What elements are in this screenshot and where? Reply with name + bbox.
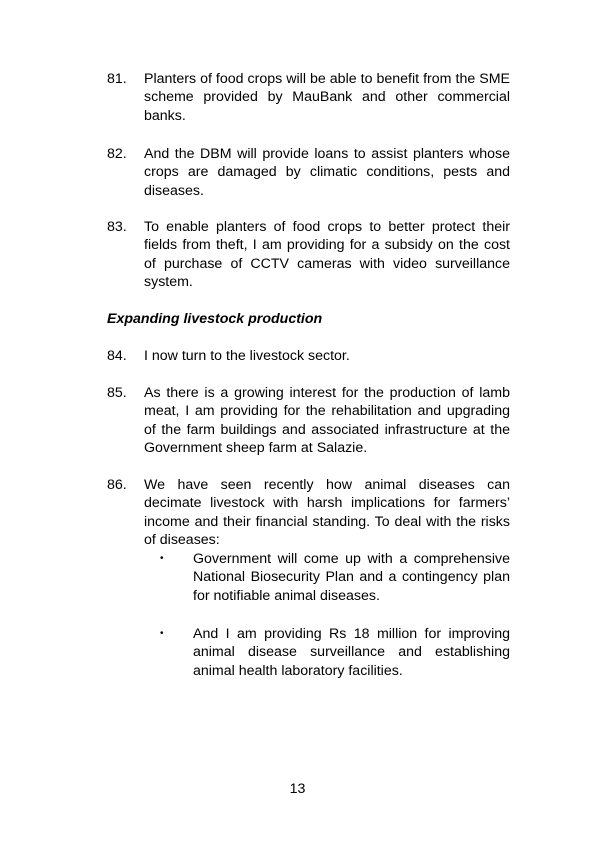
paragraph-number: 83. [107,219,127,235]
bullet-text: And I am providing Rs 18 million for improving animal disease surveillance and establishing animal health laboratory facilities. [193,626,510,679]
paragraph-text: I now turn to the livestock sector. [144,348,350,364]
paragraph-84 [107,347,510,365]
bullet-icon: • [160,628,164,639]
paragraph-number: 81. [107,71,127,87]
paragraph-number: 84. [107,348,127,364]
paragraph-number: 86. [107,477,127,493]
paragraph-85 [107,384,510,458]
paragraph-text: Planters of food crops will be able to benefit from the SME scheme provided by MauBank and other commercial banks. [144,71,510,124]
paragraph-81 [107,70,510,125]
page-number: 13 [289,781,306,797]
paragraph-text: As there is a growing interest for the production of lamb meat, I am providing for the rehabilitation and upgrading of the farm buildings and associated infrastructure at the Government sheep farm at Salazie. [144,385,510,457]
paragraph-86 [107,476,510,550]
bullet-text: Government will come up with a comprehensive National Biosecurity Plan and a contingency plan for notifiable animal diseases. [193,551,510,604]
paragraph-number: 82. [107,146,127,162]
section-heading: Expanding livestock production [107,311,323,327]
paragraph-text: We have seen recently how animal diseases can decimate livestock with harsh implications for farmers’ income and their financial standing. To deal with the risks of diseases: [144,477,510,549]
bullet-item [160,550,510,605]
paragraph-83 [107,218,510,292]
bullet-item [160,625,510,680]
bullet-icon: • [160,553,164,564]
paragraph-number: 85. [107,385,127,401]
paragraph-82 [107,145,510,200]
paragraph-text: To enable planters of food crops to better protect their fields from theft, I am providing for a subsidy on the cost of purchase of CCTV cameras with video surveillance system. [144,219,510,291]
paragraph-text: And the DBM will provide loans to assist planters whose crops are damaged by climatic conditions, pests and diseases. [144,146,510,199]
